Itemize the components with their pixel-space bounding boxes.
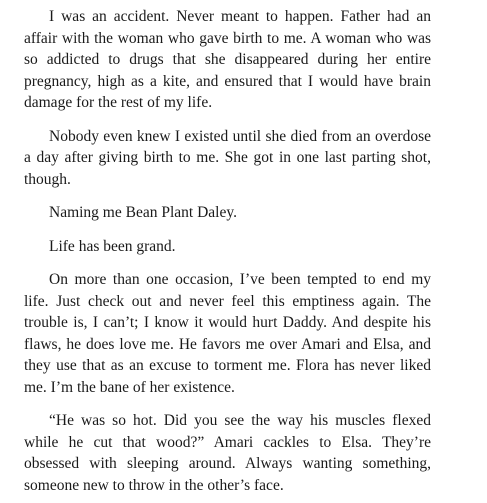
paragraph-tempted: On more than one occasion, I’ve been tempted to end my life. Just check out and never feel this emptiness again. The trouble is, I can’t; I know it would hurt Daddy. And despite his flaws, he does love me. He favors me over Amari and Elsa, and they use that as an excuse to torment me. Flora has never liked me. I’m the bane of her existence.: [24, 271, 431, 396]
paragraph-naming: Naming me Bean Plant Daley.: [49, 204, 237, 221]
paragraph-accident: I was an accident. Never meant to happen. Father had an affair with the woman who gave birth to me. A woman who was so addicted to drugs that she disappeared during her entire pregnancy, high as a kite, and ensured that I would have brain damage for the rest of my life.: [24, 8, 431, 111]
paragraph-life-grand: Life has been grand.: [49, 237, 176, 255]
paragraph-overdose: Nobody even knew I existed until she died from an overdose a day after giving birth to me. She got in one last parting shot, though.: [24, 127, 431, 188]
paragraph-dialogue: “He was so hot. Did you see the way his muscles flexed while he cut that wood?” Amari cackles to Elsa. They’re obsessed with sleeping around. Always wanting something, someone new to throw in the other’s face.: [24, 412, 431, 494]
